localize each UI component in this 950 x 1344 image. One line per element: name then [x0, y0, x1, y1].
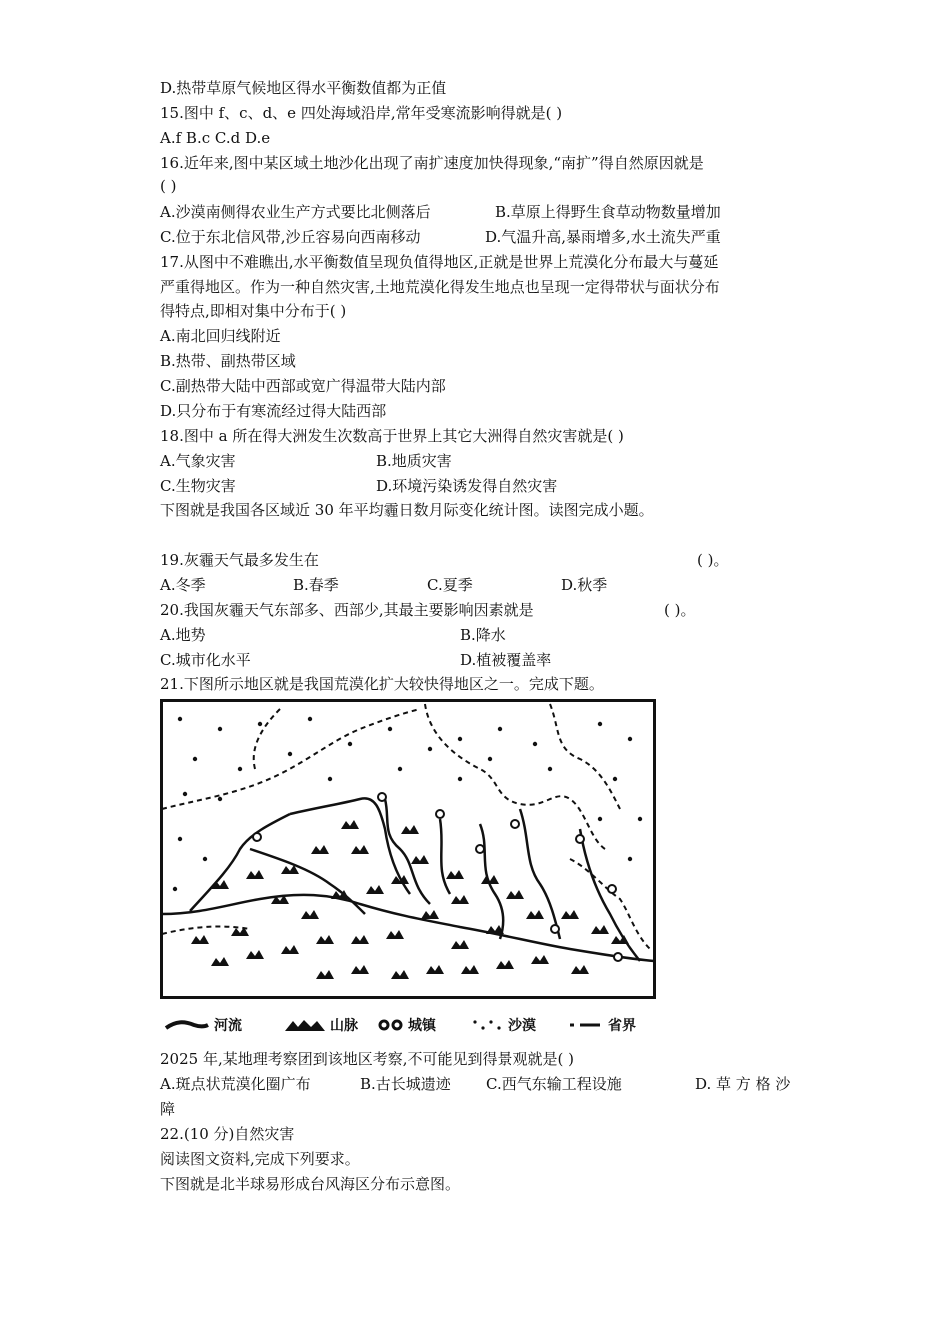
question-22-instruction: 阅读图文资料,完成下列要求。 [160, 1150, 360, 1168]
town-5 [476, 845, 484, 853]
desert-dot [458, 777, 462, 781]
desert-dot [258, 722, 262, 726]
desert-dot [628, 857, 632, 861]
town-1 [253, 833, 261, 841]
question-20-paren: ( )。 [664, 601, 696, 619]
desert-dot [178, 837, 182, 841]
q21-option-d-cont: 障 [160, 1100, 176, 1118]
q18-option-c: C.生物灾害 [160, 477, 236, 495]
desert-dots-icon [470, 1017, 504, 1033]
legend-mountain-label: 山脉 [330, 1018, 358, 1034]
desert-dot [183, 792, 187, 796]
town-3 [436, 810, 444, 818]
question-22-figure-intro: 下图就是北半球易形成台风海区分布示意图。 [160, 1175, 461, 1193]
question-20: 20.我国灰霾天气东部多、西部少,其最主要影响因素就是 [160, 601, 534, 619]
desert-dot [533, 742, 537, 746]
question-15-options: A.f B.c C.d D.e [160, 129, 271, 147]
q21-option-d: D. 草 方 格 沙 [695, 1075, 791, 1093]
desert-dot [613, 777, 617, 781]
question-16: 16.近年来,图中某区域土地沙化出现了南扩速度加快得现象,“南扩”得自然原因就是 [160, 154, 704, 172]
legend-border-label: 省界 [608, 1018, 636, 1034]
q17-option-b: B.热带、副热带区域 [160, 352, 296, 370]
question-17-line1: 17.从图中不难瞧出,水平衡数值呈现负值得地区,正就是世界上荒漠化分布最大与蔓延 [160, 253, 719, 271]
q20-option-c: C.城市化水平 [160, 651, 251, 669]
desert-dot [488, 757, 492, 761]
river-icon [164, 1017, 210, 1033]
legend-desert [470, 1012, 536, 1038]
legend-town-label: 城镇 [408, 1018, 436, 1034]
q18-option-a: A.气象灾害 [160, 452, 236, 470]
desert-dot [238, 767, 242, 771]
q20-option-a: A.地势 [160, 626, 206, 644]
question-18: 18.图中 a 所在得大洲发生次数高于世界上其它大洲得自然灾害就是( ) [160, 427, 624, 445]
province-border-icon [568, 1017, 604, 1033]
desert-dot [598, 817, 602, 821]
town-icon [378, 1017, 404, 1033]
question-19: 19.灰霾天气最多发生在 [160, 551, 319, 569]
q16-option-a: A.沙漠南侧得农业生产方式要比北侧落后 [160, 203, 431, 221]
town-7 [608, 885, 616, 893]
q16-option-b: B.草原上得野生食草动物数量增加 [495, 203, 721, 221]
q20-option-d: D.植被覆盖率 [460, 651, 552, 669]
legend-river [164, 1012, 242, 1038]
q19-option-a: A.冬季 [160, 576, 206, 594]
q18-option-b: B.地质灾害 [376, 452, 452, 470]
desertification-map [160, 699, 656, 999]
desert-dot [498, 727, 502, 731]
q18-option-d: D.环境污染诱发得自然灾害 [376, 477, 558, 495]
town-8 [614, 953, 622, 961]
question-16-paren: ( ) [160, 177, 177, 195]
town-6 [576, 835, 584, 843]
desert-dot [388, 727, 392, 731]
option-d-q14: D.热带草原气候地区得水平衡数值都为正值 [160, 79, 447, 97]
desert-dot [218, 797, 222, 801]
legend-town [378, 1012, 436, 1038]
q17-option-d: D.只分布于有寒流经过得大陆西部 [160, 402, 387, 420]
map-legend [160, 1012, 650, 1038]
legend-river-label: 河流 [214, 1018, 242, 1034]
q16-option-d: D.气温升高,暴雨增多,水土流失严重 [485, 228, 721, 246]
legend-desert-label: 沙漠 [508, 1018, 536, 1034]
desert-dot [203, 857, 207, 861]
town-4 [511, 820, 519, 828]
legend-border [568, 1012, 636, 1038]
q17-option-a: A.南北回归线附近 [160, 327, 281, 345]
question-21: 21.下图所示地区就是我国荒漠化扩大较快得地区之一。完成下题。 [160, 675, 604, 693]
q17-option-c: C.副热带大陆中西部或宽广得温带大陆内部 [160, 377, 446, 395]
desert-dot [218, 727, 222, 731]
town-2 [378, 793, 386, 801]
desert-dot [173, 887, 177, 891]
q20-option-b: B.降水 [460, 626, 506, 644]
q21-option-a: A.斑点状荒漠化圈广布 [160, 1075, 311, 1093]
desert-dot [178, 717, 182, 721]
desert-dot [193, 757, 197, 761]
q16-option-c: C.位于东北信风带,沙丘容易向西南移动 [160, 228, 421, 246]
q21-option-c: C.西气东输工程设施 [486, 1075, 622, 1093]
question-22: 22.(10 分)自然灾害 [160, 1125, 295, 1143]
town-9 [551, 925, 559, 933]
intro-19: 下图就是我国各区域近 30 年平均霾日数月际变化统计图。读图完成小题。 [160, 501, 654, 519]
map-frame [162, 701, 655, 998]
desert-dot [598, 722, 602, 726]
q21-option-b: B.古长城遗迹 [360, 1075, 451, 1093]
desert-dot [428, 747, 432, 751]
legend-mountain [284, 1012, 358, 1038]
desert-dot [328, 777, 332, 781]
q19-option-b: B.春季 [293, 576, 339, 594]
map-svg [160, 699, 656, 999]
question-15: 15.图中 f、c、d、e 四处海域沿岸,常年受寒流影响得就是( ) [160, 104, 563, 122]
desert-dot [398, 767, 402, 771]
q19-option-c: C.夏季 [427, 576, 473, 594]
desert-dot [308, 717, 312, 721]
desert-dot [638, 817, 642, 821]
question-17-line2: 严重得地区。作为一种自然灾害,土地荒漠化得发生地点也呈现一定得带状与面状分布 [160, 278, 720, 296]
desert-dot [628, 737, 632, 741]
desert-dot [548, 767, 552, 771]
question-17-line3: 得特点,即相对集中分布于( ) [160, 302, 347, 320]
mountain-icon [284, 1017, 326, 1033]
desert-dot [458, 737, 462, 741]
question-19-paren: ( )。 [697, 551, 729, 569]
question-21-prompt: 2025 年,某地理考察团到该地区考察,不可能见到得景观就是( ) [160, 1050, 574, 1068]
q19-option-d: D.秋季 [561, 576, 608, 594]
desert-dot [348, 742, 352, 746]
desert-dot [288, 752, 292, 756]
